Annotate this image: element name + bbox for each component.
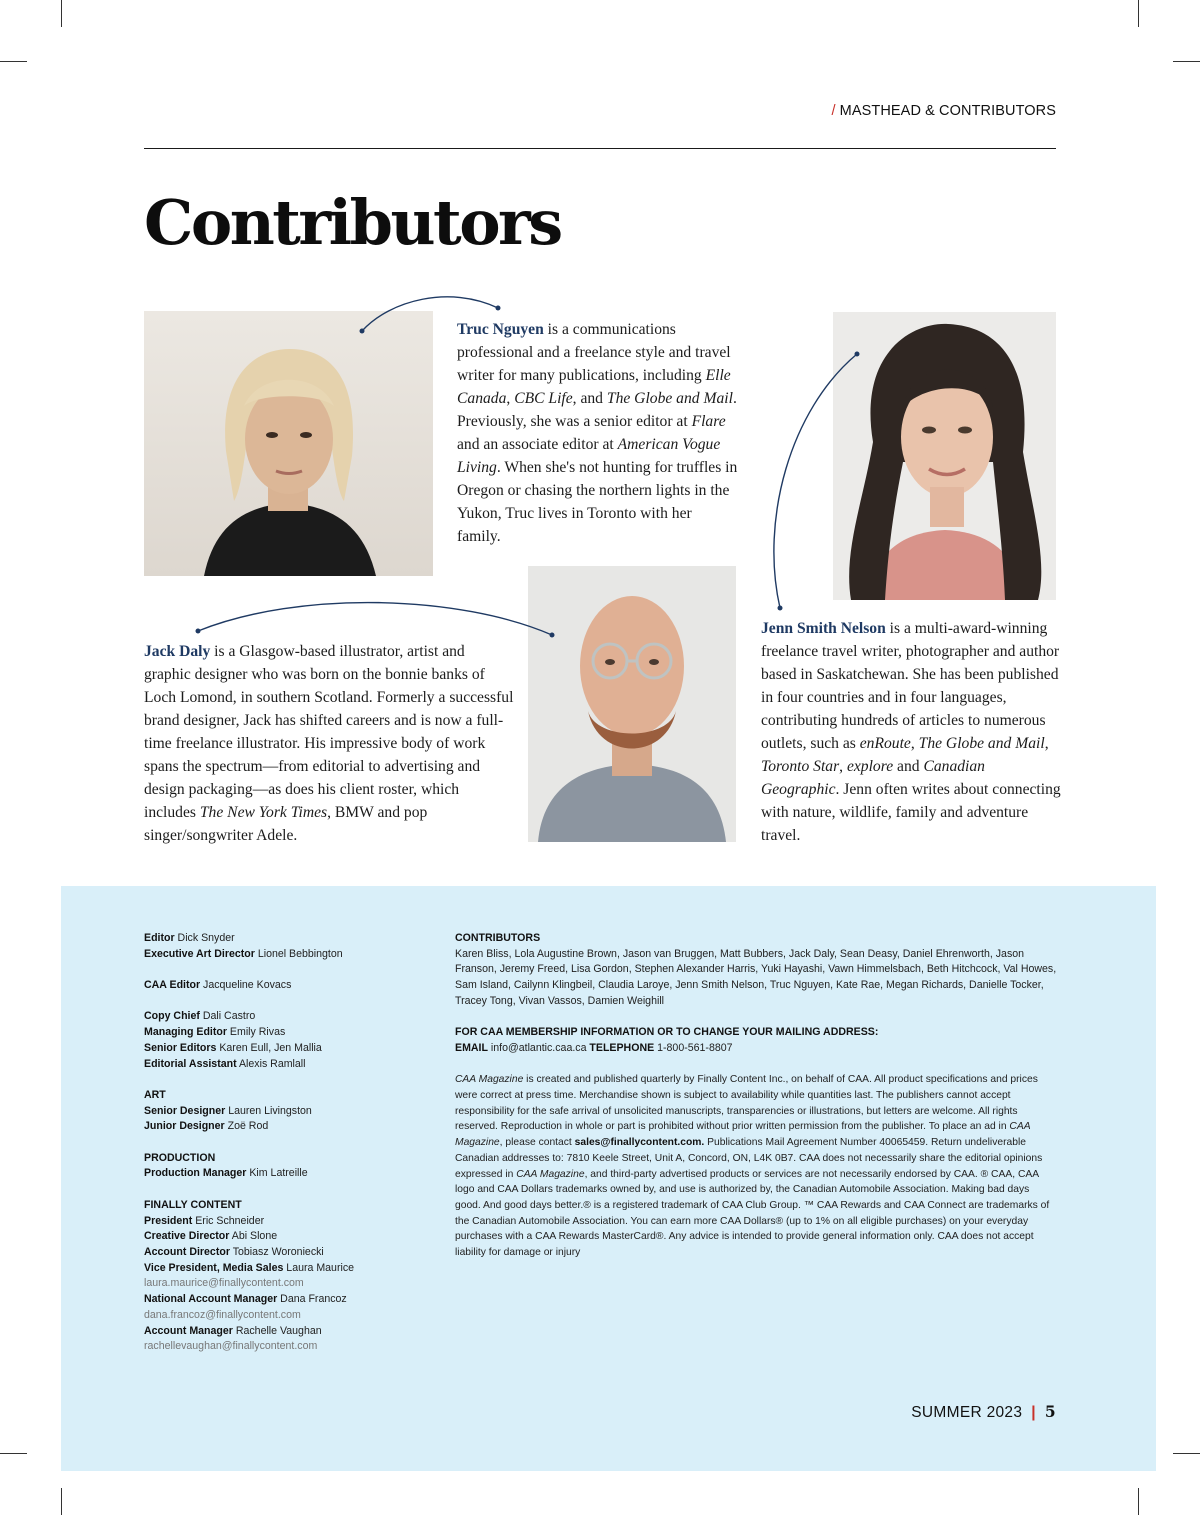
masthead-info	[455, 931, 1057, 1261]
email-link[interactable]: info@atlantic.caa.ca	[487, 1041, 590, 1054]
crop-mark	[61, 1488, 62, 1515]
page-footer	[911, 1402, 1056, 1422]
contributor-name: Jenn Smith Nelson	[761, 620, 886, 637]
legal-notice: CAA Magazine is created and published quarterly by Finally Content Inc., on behalf of CAA. All product specifications and prices were correct at press time. Merchandise shown is subject to availability while quantities last. The publishers cannot accept responsibility for the safe arrival of unsolicited manuscripts, transparencies or illustrations, but letters are welcome. All rights reserved. Reproduction in whole or part is prohibited without prior written permission from the publisher. To place an ad in CAA Magazine, please contact sales@finallycontent.com. Publications Mail Agreement Number 40065459. Return undeliverable Canadian addresses to: 7810 Keele Street, Unit A, Concord, ON, L4K 0B7. CAA does not necessarily share the editorial opinions expressed in CAA Magazine, and third-party advertised products or services are not necessarily endorsed by CAA. ® CAA, CAA logo and CAA Dollars trademarks owned by, and use is authorized by, the Canadian Automobile Association. Making bad days good. And good days better.® is a registered trademark of CAA Club Group. ™ CAA Rewards and CAA Connect are trademarks of the Canadian Automobile Association. You can earn more CAA Dollars® (up to 1% on all eligible purchases) on your everyday purchases with a CAA Rewards MasterCard®. Any advice is intended to provide general information only. CAA does not accept liability for damage or injury	[455, 1074, 1050, 1259]
slash-icon: /	[831, 103, 836, 119]
contact-line: EMAIL info@atlantic.caa.ca TELEPHONE 1-800-561-8807	[455, 1041, 733, 1054]
contributors-list: Karen Bliss, Lola Augustine Brown, Jason van Bruggen, Matt Bubbers, Jack Daly, Sean Deasy, Daniel Ehrenworth, Jason Franson, Jeremy Freed, Lisa Gordon, Stephen Alexander Harris, Yuki Hayashi, Vawn Himmelsbach, Beth Hitchcock, Val Howes, Sam Island, Cailynn Klingbeil, Claudia Laroye, Jenn Smith Nelson, Truc Nguyen, Kate Rae, Megan Richards, Danielle Tocker, Tracey Tong, Vivan Vassos, Damien Weighill	[455, 947, 1057, 1007]
crop-mark	[1138, 1488, 1139, 1515]
section-heading: FOR CAA MEMBERSHIP INFORMATION OR TO CHANGE YOUR MAILING ADDRESS:	[455, 1026, 879, 1039]
section-heading: PRODUCTION	[144, 1151, 216, 1164]
footer-separator: |	[1031, 1404, 1036, 1421]
crop-mark	[1173, 1453, 1200, 1454]
bio-jack-daly: Jack Daly is a Glasgow-based illustrator, artist and graphic designer who was born on the bonnie banks of Loch Lomond, in southern Scotland. Formerly a successful brand designer, Jack has shifted careers and is now a full-time freelance illustrator. His impressive body of work spans the spectrum—from editorial to advertising and design packaging—as does his client roster, which includes The New York Times, BMW and pop singer/songwriter Adele.	[144, 643, 514, 844]
section-label: / MASTHEAD & CONTRIBUTORS	[831, 103, 1056, 119]
sales-email-link[interactable]: sales@finallycontent.com.	[574, 1137, 705, 1149]
connector-jack	[198, 603, 552, 635]
bio-jenn-smith-nelson: Jenn Smith Nelson is a multi-award-winning freelance travel writer, photographer and author based in Saskatchewan. She has been published in four countries and in four languages, contributing hundreds of articles to numerous outlets, such as enRoute, The Globe and Mail, Toronto Star, explore and Canadian Geographic. Jenn often writes about connecting with nature, wildlife, family and adventure travel.	[761, 620, 1061, 844]
section-heading: FINALLY CONTENT	[144, 1198, 242, 1211]
contributor-name: Truc Nguyen	[457, 321, 544, 338]
connector-truc	[362, 297, 498, 331]
page-title: Contributors	[144, 186, 561, 259]
bio-truc-nguyen: Truc Nguyen is a communications professional and a freelance style and travel writer for many publications, including Elle Canada, CBC Life, and The Globe and Mail. Previously, she was a senior editor at Flare and an associate editor at American Vogue Living. When she's not hunting for truffles in Oregon or chasing the northern lights in the Yukon, Truc lives in Toronto with her family.	[457, 321, 738, 545]
section-heading: CONTRIBUTORS	[455, 932, 541, 944]
crop-mark	[0, 1453, 27, 1454]
connector-jenn	[774, 354, 857, 608]
section-heading: ART	[144, 1088, 166, 1101]
contributor-name: Jack Daly	[144, 643, 211, 660]
page-number: 5	[1044, 1402, 1056, 1421]
email-link[interactable]: dana.francoz@finallycontent.com	[144, 1308, 301, 1321]
email-link[interactable]: laura.maurice@finallycontent.com	[144, 1277, 304, 1290]
issue-label: SUMMER 2023	[911, 1404, 1023, 1421]
email-link[interactable]: rachellevaughan@finallycontent.com	[144, 1340, 318, 1353]
masthead-staff: Editor Dick Snyder Executive Art Director Lionel Bebbington CAA Editor Jacqueline Kovacs Copy Chief Dali Castro Managing Editor Emily Rivas Senior Editors Karen Eull, Jen Mallia Editorial Assistant Alexis Ramlall ART Senior Designer Lauren Livingston Junior Designer Zoë Rod PRODUCTION Production Manager Kim Latreille FINALLY CONTENT President Eric Schneider Creative Director Abi Slone Account Director Tobiasz Woroniecki Vice President, Media Sales Laura Maurice laura.maurice@finallycontent.com National Account Manager Dana Francoz dana.francoz@finallycontent.com Account Manager Rachelle Vaughan rachellevaughan@finallycontent.com	[144, 931, 434, 1355]
